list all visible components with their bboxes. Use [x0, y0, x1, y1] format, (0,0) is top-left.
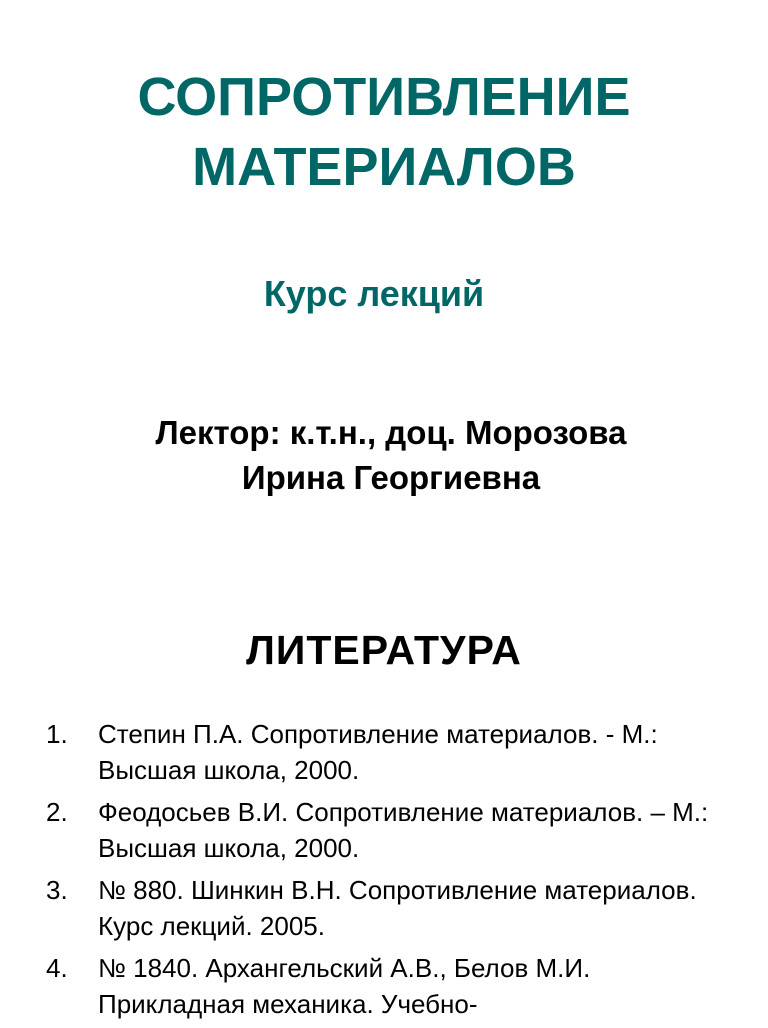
subtitle: Курс лекций [263, 273, 485, 314]
list-item [0, 950, 768, 1022]
page-title [0, 62, 768, 202]
list-item [0, 716, 768, 788]
title-line-1: СОПРОТИВЛЕНИЕ [137, 67, 631, 127]
list-item-text: № 880. Шинкин В.Н. Сопротивление материалов. Курс лекций. 2005. [98, 875, 697, 941]
list-item-text: № 1840. Архангельский А.В., Белов М.И. Прикладная механика. Учебно- [98, 953, 591, 1019]
list-item-number: 4. [46, 953, 68, 983]
list-item-number: 3. [46, 875, 68, 905]
list-item [0, 794, 768, 866]
lecturer-info [0, 410, 768, 500]
list-item [0, 872, 768, 944]
list-item-number: 2. [46, 797, 68, 827]
lecturer-line-1: Лектор: к.т.н., доц. Морозова [155, 414, 627, 451]
list-item-text: Феодосьев В.И. Сопротивление материалов. – М.: Высшая школа, 2000. [98, 797, 709, 863]
list-item-number: 1. [46, 719, 68, 749]
title-line-2: МАТЕРИАЛОВ [192, 137, 576, 197]
list-item-text: Степин П.А. Сопротивление материалов. - М.: Высшая школа, 2000. [98, 719, 658, 785]
lecturer-line-2: Ирина Георгиевна [241, 459, 541, 496]
literature-list [0, 716, 768, 1028]
literature-heading: ЛИТЕРАТУРА [246, 627, 522, 673]
